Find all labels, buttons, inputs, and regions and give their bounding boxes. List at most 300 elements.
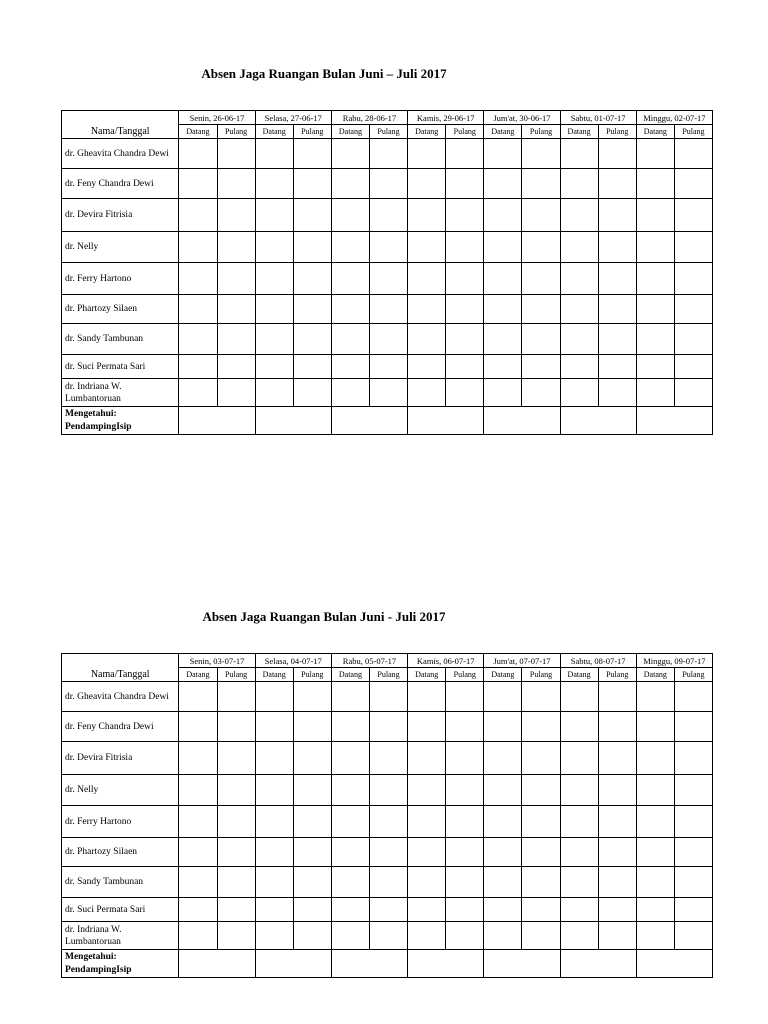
attendance-cell[interactable] bbox=[255, 295, 293, 324]
attendance-cell[interactable] bbox=[217, 682, 255, 712]
attendance-cell[interactable] bbox=[484, 838, 522, 867]
attendance-cell[interactable] bbox=[408, 169, 446, 199]
attendance-cell[interactable] bbox=[636, 712, 674, 742]
attendance-cell[interactable] bbox=[522, 355, 560, 379]
attendance-cell[interactable] bbox=[369, 867, 407, 898]
attendance-cell[interactable] bbox=[636, 742, 674, 775]
attendance-cell[interactable] bbox=[522, 295, 560, 324]
attendance-cell[interactable] bbox=[369, 324, 407, 355]
attendance-cell[interactable] bbox=[293, 139, 331, 169]
attendance-cell[interactable] bbox=[446, 139, 484, 169]
sheet-title: Absen Jaga Ruangan Bulan Juni – Juli 2017 bbox=[201, 66, 447, 81]
attendance-cell[interactable] bbox=[598, 324, 636, 355]
attendance-cell[interactable] bbox=[179, 898, 217, 922]
arrive-header: Datang bbox=[560, 125, 598, 139]
attendance-cell[interactable] bbox=[369, 742, 407, 775]
attendance-cell[interactable] bbox=[446, 922, 484, 950]
attendance-cell[interactable] bbox=[408, 199, 446, 232]
signature-cell[interactable] bbox=[179, 407, 255, 435]
attendance-cell[interactable] bbox=[255, 742, 293, 775]
attendance-cell[interactable] bbox=[217, 139, 255, 169]
attendance-cell[interactable] bbox=[560, 139, 598, 169]
attendance-cell[interactable] bbox=[446, 169, 484, 199]
attendance-cell[interactable] bbox=[408, 775, 446, 806]
attendance-cell[interactable] bbox=[484, 324, 522, 355]
doctor-name: dr. Phartozy Silaen bbox=[62, 295, 179, 324]
attendance-cell[interactable] bbox=[369, 922, 407, 950]
attendance-cell[interactable] bbox=[522, 199, 560, 232]
attendance-cell[interactable] bbox=[408, 867, 446, 898]
attendance-cell[interactable] bbox=[560, 169, 598, 199]
attendance-cell[interactable] bbox=[560, 867, 598, 898]
attendance-cell[interactable] bbox=[674, 838, 712, 867]
attendance-cell[interactable] bbox=[255, 867, 293, 898]
attendance-cell[interactable] bbox=[598, 139, 636, 169]
attendance-cell[interactable] bbox=[255, 355, 293, 379]
attendance-cell[interactable] bbox=[598, 838, 636, 867]
attendance-cell[interactable] bbox=[179, 806, 217, 838]
attendance-cell[interactable] bbox=[293, 775, 331, 806]
attendance-cell[interactable] bbox=[598, 682, 636, 712]
attendance-cell[interactable] bbox=[560, 355, 598, 379]
attendance-cell[interactable] bbox=[484, 742, 522, 775]
attendance-cell[interactable] bbox=[369, 139, 407, 169]
attendance-cell[interactable] bbox=[636, 682, 674, 712]
arrive-header: Datang bbox=[255, 125, 293, 139]
attendance-cell[interactable] bbox=[674, 324, 712, 355]
attendance-cell[interactable] bbox=[217, 232, 255, 263]
attendance-cell[interactable] bbox=[674, 922, 712, 950]
attendance-cell[interactable] bbox=[522, 682, 560, 712]
attendance-cell[interactable] bbox=[179, 682, 217, 712]
attendance-cell[interactable] bbox=[484, 712, 522, 742]
attendance-cell[interactable] bbox=[560, 263, 598, 295]
signature-cell[interactable] bbox=[179, 950, 255, 978]
attendance-cell[interactable] bbox=[674, 742, 712, 775]
attendance-cell[interactable] bbox=[408, 742, 446, 775]
attendance-cell[interactable] bbox=[369, 806, 407, 838]
attendance-cell[interactable] bbox=[674, 712, 712, 742]
attendance-cell[interactable] bbox=[484, 169, 522, 199]
attendance-cell[interactable] bbox=[369, 838, 407, 867]
attendance-cell[interactable] bbox=[255, 898, 293, 922]
attendance-cell[interactable] bbox=[293, 898, 331, 922]
attendance-cell[interactable] bbox=[217, 867, 255, 898]
attendance-cell[interactable] bbox=[598, 379, 636, 407]
attendance-cell[interactable] bbox=[293, 867, 331, 898]
attendance-cell[interactable] bbox=[560, 742, 598, 775]
attendance-cell[interactable] bbox=[217, 295, 255, 324]
attendance-cell[interactable] bbox=[636, 295, 674, 324]
table-row bbox=[62, 295, 713, 324]
attendance-cell[interactable] bbox=[255, 379, 293, 407]
attendance-cell[interactable] bbox=[331, 712, 369, 742]
attendance-cell[interactable] bbox=[484, 898, 522, 922]
attendance-cell[interactable] bbox=[446, 324, 484, 355]
day-header: Jum'at, 07-07-17 bbox=[484, 654, 560, 668]
attendance-cell[interactable] bbox=[293, 922, 331, 950]
signature-cell[interactable] bbox=[255, 950, 331, 978]
attendance-cell[interactable] bbox=[560, 775, 598, 806]
attendance-cell[interactable] bbox=[408, 379, 446, 407]
attendance-cell[interactable] bbox=[179, 379, 217, 407]
attendance-cell[interactable] bbox=[674, 169, 712, 199]
attendance-cell[interactable] bbox=[560, 232, 598, 263]
attendance-cell[interactable] bbox=[446, 712, 484, 742]
signature-cell[interactable] bbox=[560, 950, 636, 978]
attendance-cell[interactable] bbox=[560, 682, 598, 712]
leave-header: Pulang bbox=[369, 125, 407, 139]
attendance-cell[interactable] bbox=[484, 355, 522, 379]
attendance-cell[interactable] bbox=[255, 324, 293, 355]
attendance-cell[interactable] bbox=[598, 867, 636, 898]
attendance-cell[interactable] bbox=[217, 199, 255, 232]
doctor-name: dr. Indriana W. Lumbantoruan bbox=[62, 922, 179, 950]
attendance-cell[interactable] bbox=[255, 682, 293, 712]
attendance-cell[interactable] bbox=[179, 199, 217, 232]
signature-cell[interactable] bbox=[484, 407, 560, 435]
attendance-cell[interactable] bbox=[255, 232, 293, 263]
attendance-cell[interactable] bbox=[674, 355, 712, 379]
attendance-cell[interactable] bbox=[598, 355, 636, 379]
attendance-cell[interactable] bbox=[331, 355, 369, 379]
attendance-cell[interactable] bbox=[369, 682, 407, 712]
table-row bbox=[62, 324, 713, 355]
name-date-header: Nama/Tanggal bbox=[62, 654, 179, 682]
attendance-cell[interactable] bbox=[560, 922, 598, 950]
attendance-cell[interactable] bbox=[293, 742, 331, 775]
attendance-cell[interactable] bbox=[331, 775, 369, 806]
attendance-cell[interactable] bbox=[179, 712, 217, 742]
attendance-cell[interactable] bbox=[255, 169, 293, 199]
attendance-cell[interactable] bbox=[179, 838, 217, 867]
attendance-cell[interactable] bbox=[331, 838, 369, 867]
attendance-cell[interactable] bbox=[446, 355, 484, 379]
attendance-cell[interactable] bbox=[217, 355, 255, 379]
attendance-cell[interactable] bbox=[331, 263, 369, 295]
arrive-header: Datang bbox=[255, 668, 293, 682]
attendance-cell[interactable] bbox=[369, 775, 407, 806]
attendance-cell[interactable] bbox=[255, 806, 293, 838]
signature-cell[interactable] bbox=[255, 407, 331, 435]
attendance-cell[interactable] bbox=[408, 355, 446, 379]
attendance-cell[interactable] bbox=[179, 169, 217, 199]
attendance-cell[interactable] bbox=[636, 199, 674, 232]
attendance-cell[interactable] bbox=[179, 922, 217, 950]
day-header: Senin, 26-06-17 bbox=[179, 111, 255, 125]
attendance-cell[interactable] bbox=[636, 922, 674, 950]
attendance-cell[interactable] bbox=[369, 295, 407, 324]
leave-header: Pulang bbox=[446, 125, 484, 139]
attendance-cell[interactable] bbox=[331, 169, 369, 199]
attendance-cell[interactable] bbox=[598, 922, 636, 950]
signer-label: Mengetahui: bbox=[65, 408, 117, 419]
attendance-cell[interactable] bbox=[560, 324, 598, 355]
attendance-cell[interactable] bbox=[369, 169, 407, 199]
attendance-cell[interactable] bbox=[636, 806, 674, 838]
attendance-cell[interactable] bbox=[674, 199, 712, 232]
attendance-cell[interactable] bbox=[369, 199, 407, 232]
attendance-cell[interactable] bbox=[674, 263, 712, 295]
attendance-cell[interactable] bbox=[179, 232, 217, 263]
attendance-cell[interactable] bbox=[522, 742, 560, 775]
attendance-cell[interactable] bbox=[331, 324, 369, 355]
attendance-cell[interactable] bbox=[560, 379, 598, 407]
attendance-cell[interactable] bbox=[331, 898, 369, 922]
attendance-cell[interactable] bbox=[255, 263, 293, 295]
day-header: Selasa, 04-07-17 bbox=[255, 654, 331, 668]
attendance-table bbox=[61, 653, 713, 978]
attendance-cell[interactable] bbox=[522, 898, 560, 922]
attendance-cell[interactable] bbox=[255, 838, 293, 867]
attendance-cell[interactable] bbox=[522, 379, 560, 407]
attendance-cell[interactable] bbox=[369, 712, 407, 742]
attendance-cell[interactable] bbox=[217, 838, 255, 867]
attendance-cell[interactable] bbox=[446, 379, 484, 407]
attendance-cell[interactable] bbox=[598, 232, 636, 263]
attendance-cell[interactable] bbox=[674, 775, 712, 806]
attendance-cell[interactable] bbox=[293, 682, 331, 712]
attendance-cell[interactable] bbox=[331, 806, 369, 838]
signature-cell[interactable] bbox=[560, 407, 636, 435]
attendance-cell[interactable] bbox=[636, 263, 674, 295]
attendance-cell[interactable] bbox=[179, 775, 217, 806]
attendance-cell[interactable] bbox=[331, 922, 369, 950]
sheet-title: Absen Jaga Ruangan Bulan Juni - Juli 2017 bbox=[202, 609, 446, 624]
attendance-cell[interactable] bbox=[484, 139, 522, 169]
attendance-cell[interactable] bbox=[636, 169, 674, 199]
attendance-cell[interactable] bbox=[560, 199, 598, 232]
attendance-cell[interactable] bbox=[484, 379, 522, 407]
doctor-name: dr. Devira Fitrisia bbox=[62, 199, 179, 232]
arrive-header: Datang bbox=[179, 668, 217, 682]
attendance-cell[interactable] bbox=[446, 742, 484, 775]
attendance-cell[interactable] bbox=[446, 295, 484, 324]
signature-cell[interactable] bbox=[484, 950, 560, 978]
attendance-cell[interactable] bbox=[293, 355, 331, 379]
attendance-cell[interactable] bbox=[446, 775, 484, 806]
attendance-cell[interactable] bbox=[255, 199, 293, 232]
attendance-cell[interactable] bbox=[522, 712, 560, 742]
attendance-cell[interactable] bbox=[484, 295, 522, 324]
attendance-cell[interactable] bbox=[446, 838, 484, 867]
attendance-cell[interactable] bbox=[179, 139, 217, 169]
leave-header: Pulang bbox=[369, 668, 407, 682]
attendance-cell[interactable] bbox=[408, 712, 446, 742]
attendance-cell[interactable] bbox=[636, 867, 674, 898]
attendance-cell[interactable] bbox=[636, 838, 674, 867]
attendance-cell[interactable] bbox=[636, 775, 674, 806]
attendance-cell[interactable] bbox=[484, 263, 522, 295]
attendance-cell[interactable] bbox=[369, 355, 407, 379]
doctor-name: dr. Suci Permata Sari bbox=[62, 355, 179, 379]
signer-role: PendampingIsip bbox=[65, 964, 132, 975]
signature-cell[interactable] bbox=[331, 950, 407, 978]
attendance-cell[interactable] bbox=[522, 806, 560, 838]
signature-cell[interactable] bbox=[636, 407, 712, 435]
attendance-cell[interactable] bbox=[522, 867, 560, 898]
table-row bbox=[62, 712, 713, 742]
attendance-cell[interactable] bbox=[331, 742, 369, 775]
attendance-cell[interactable] bbox=[408, 898, 446, 922]
attendance-cell[interactable] bbox=[331, 295, 369, 324]
attendance-cell[interactable] bbox=[598, 199, 636, 232]
attendance-cell[interactable] bbox=[255, 775, 293, 806]
attendance-cell[interactable] bbox=[636, 232, 674, 263]
attendance-cell[interactable] bbox=[217, 742, 255, 775]
attendance-cell[interactable] bbox=[331, 379, 369, 407]
doctor-name: dr. Sandy Tambunan bbox=[62, 324, 179, 355]
attendance-cell[interactable] bbox=[674, 139, 712, 169]
attendance-cell[interactable] bbox=[522, 139, 560, 169]
signature-cell[interactable] bbox=[408, 950, 484, 978]
attendance-cell[interactable] bbox=[217, 263, 255, 295]
doctor-name: dr. Feny Chandra Dewi bbox=[62, 712, 179, 742]
attendance-cell[interactable] bbox=[331, 199, 369, 232]
attendance-cell[interactable] bbox=[598, 898, 636, 922]
attendance-cell[interactable] bbox=[293, 169, 331, 199]
attendance-cell[interactable] bbox=[179, 867, 217, 898]
attendance-cell[interactable] bbox=[674, 295, 712, 324]
attendance-cell[interactable] bbox=[408, 324, 446, 355]
attendance-cell[interactable] bbox=[408, 263, 446, 295]
attendance-cell[interactable] bbox=[674, 682, 712, 712]
signature-cell[interactable] bbox=[331, 407, 407, 435]
table-row bbox=[62, 838, 713, 867]
attendance-cell[interactable] bbox=[293, 712, 331, 742]
attendance-cell[interactable] bbox=[674, 898, 712, 922]
attendance-cell[interactable] bbox=[255, 922, 293, 950]
attendance-cell[interactable] bbox=[636, 324, 674, 355]
attendance-cell[interactable] bbox=[484, 806, 522, 838]
attendance-cell[interactable] bbox=[369, 898, 407, 922]
attendance-cell[interactable] bbox=[408, 806, 446, 838]
attendance-cell[interactable] bbox=[484, 232, 522, 263]
attendance-cell[interactable] bbox=[598, 806, 636, 838]
attendance-cell[interactable] bbox=[293, 806, 331, 838]
attendance-cell[interactable] bbox=[446, 199, 484, 232]
attendance-cell[interactable] bbox=[217, 379, 255, 407]
attendance-cell[interactable] bbox=[484, 775, 522, 806]
attendance-cell[interactable] bbox=[331, 682, 369, 712]
attendance-cell[interactable] bbox=[293, 199, 331, 232]
attendance-cell[interactable] bbox=[217, 775, 255, 806]
attendance-cell[interactable] bbox=[522, 838, 560, 867]
attendance-cell[interactable] bbox=[598, 169, 636, 199]
attendance-cell[interactable] bbox=[293, 263, 331, 295]
day-header: Senin, 03-07-17 bbox=[179, 654, 255, 668]
attendance-cell[interactable] bbox=[369, 263, 407, 295]
attendance-cell[interactable] bbox=[408, 922, 446, 950]
attendance-cell[interactable] bbox=[636, 898, 674, 922]
attendance-cell[interactable] bbox=[560, 898, 598, 922]
attendance-cell[interactable] bbox=[369, 379, 407, 407]
attendance-cell[interactable] bbox=[446, 682, 484, 712]
attendance-cell[interactable] bbox=[179, 355, 217, 379]
attendance-cell[interactable] bbox=[560, 838, 598, 867]
attendance-cell[interactable] bbox=[446, 898, 484, 922]
arrive-header: Datang bbox=[560, 668, 598, 682]
attendance-cell[interactable] bbox=[484, 922, 522, 950]
signature-cell[interactable] bbox=[408, 407, 484, 435]
attendance-cell[interactable] bbox=[636, 139, 674, 169]
attendance-cell[interactable] bbox=[598, 775, 636, 806]
attendance-cell[interactable] bbox=[674, 232, 712, 263]
attendance-cell[interactable] bbox=[522, 922, 560, 950]
attendance-cell[interactable] bbox=[255, 712, 293, 742]
attendance-cell[interactable] bbox=[331, 867, 369, 898]
attendance-cell[interactable] bbox=[446, 232, 484, 263]
attendance-cell[interactable] bbox=[674, 379, 712, 407]
attendance-cell[interactable] bbox=[522, 232, 560, 263]
arrive-header: Datang bbox=[408, 668, 446, 682]
attendance-cell[interactable] bbox=[217, 922, 255, 950]
attendance-cell[interactable] bbox=[598, 742, 636, 775]
attendance-cell[interactable] bbox=[446, 263, 484, 295]
attendance-cell[interactable] bbox=[522, 775, 560, 806]
attendance-cell[interactable] bbox=[179, 263, 217, 295]
attendance-cell[interactable] bbox=[293, 232, 331, 263]
table-row bbox=[62, 742, 713, 775]
attendance-cell[interactable] bbox=[484, 867, 522, 898]
attendance-cell[interactable] bbox=[217, 806, 255, 838]
attendance-cell[interactable] bbox=[408, 232, 446, 263]
attendance-cell[interactable] bbox=[598, 263, 636, 295]
attendance-cell[interactable] bbox=[408, 682, 446, 712]
signature-cell[interactable] bbox=[636, 950, 712, 978]
attendance-cell[interactable] bbox=[636, 355, 674, 379]
attendance-cell[interactable] bbox=[408, 139, 446, 169]
attendance-cell[interactable] bbox=[446, 806, 484, 838]
attendance-cell[interactable] bbox=[179, 324, 217, 355]
attendance-cell[interactable] bbox=[674, 806, 712, 838]
attendance-cell[interactable] bbox=[179, 295, 217, 324]
attendance-cell[interactable] bbox=[255, 139, 293, 169]
attendance-cell[interactable] bbox=[560, 712, 598, 742]
attendance-cell[interactable] bbox=[598, 712, 636, 742]
attendance-cell[interactable] bbox=[636, 379, 674, 407]
day-header: Selasa, 27-06-17 bbox=[255, 111, 331, 125]
attendance-cell[interactable] bbox=[408, 838, 446, 867]
attendance-cell[interactable] bbox=[293, 295, 331, 324]
attendance-cell[interactable] bbox=[369, 232, 407, 263]
attendance-cell[interactable] bbox=[217, 324, 255, 355]
attendance-cell[interactable] bbox=[408, 295, 446, 324]
attendance-cell[interactable] bbox=[331, 139, 369, 169]
attendance-cell[interactable] bbox=[484, 682, 522, 712]
attendance-cell[interactable] bbox=[179, 742, 217, 775]
attendance-cell[interactable] bbox=[522, 263, 560, 295]
table-row bbox=[62, 199, 713, 232]
attendance-cell[interactable] bbox=[522, 169, 560, 199]
attendance-cell[interactable] bbox=[446, 867, 484, 898]
attendance-cell[interactable] bbox=[560, 806, 598, 838]
attendance-cell[interactable] bbox=[331, 232, 369, 263]
attendance-cell[interactable] bbox=[560, 295, 598, 324]
attendance-cell[interactable] bbox=[217, 712, 255, 742]
attendance-cell[interactable] bbox=[598, 295, 636, 324]
name-date-header: Nama/Tanggal bbox=[62, 111, 179, 139]
attendance-cell[interactable] bbox=[484, 199, 522, 232]
attendance-cell[interactable] bbox=[217, 169, 255, 199]
attendance-cell[interactable] bbox=[293, 379, 331, 407]
day-header: Kamis, 06-07-17 bbox=[408, 654, 484, 668]
attendance-cell[interactable] bbox=[522, 324, 560, 355]
attendance-cell[interactable] bbox=[674, 867, 712, 898]
attendance-cell[interactable] bbox=[293, 838, 331, 867]
attendance-cell[interactable] bbox=[217, 898, 255, 922]
attendance-cell[interactable] bbox=[293, 324, 331, 355]
